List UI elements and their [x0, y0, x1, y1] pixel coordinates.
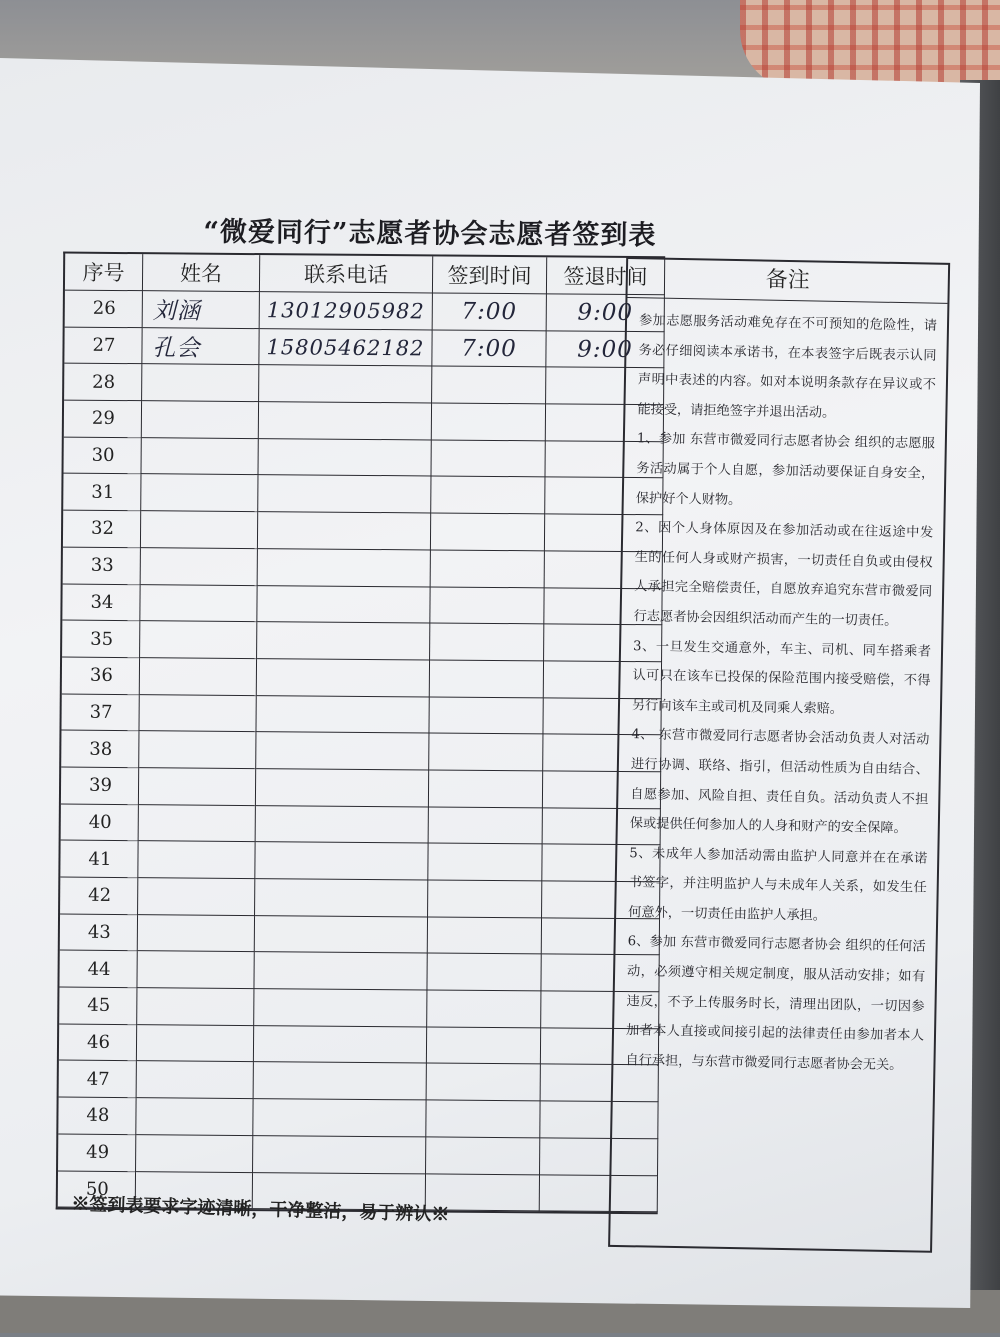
name-cell	[139, 695, 256, 733]
table-row	[58, 1134, 658, 1175]
phone-cell	[260, 292, 433, 330]
signin-time-cell	[432, 330, 546, 368]
table-row	[59, 1024, 659, 1065]
phone-cell	[258, 512, 431, 550]
row-number: 43	[60, 914, 138, 951]
signin-time-cell	[426, 1101, 540, 1139]
phone-cell	[257, 659, 430, 697]
table-row	[64, 364, 664, 405]
name-cell	[143, 291, 260, 329]
signin-time-cell	[429, 734, 543, 772]
signin-time-cell	[429, 697, 543, 735]
table-row	[60, 878, 660, 919]
table-row	[63, 547, 663, 588]
name-cell	[136, 1098, 253, 1136]
phone-cell	[258, 476, 431, 514]
phone-cell	[256, 806, 429, 844]
phone-cell	[253, 1136, 426, 1174]
table-row	[59, 988, 659, 1029]
signin-time-cell	[432, 404, 546, 442]
row-number: 30	[63, 437, 141, 474]
row-number: 42	[60, 878, 138, 915]
phone-cell	[258, 439, 431, 477]
row-number: 46	[59, 1024, 137, 1061]
name-cell	[142, 401, 259, 439]
signin-time-cell	[430, 587, 544, 625]
signin-time-cell	[430, 660, 544, 698]
document-title: “微爱同行”志愿者协会志愿者签到表	[203, 216, 657, 252]
signin-time-cell	[432, 367, 546, 405]
signin-table	[56, 252, 666, 1215]
phone-cell	[254, 952, 427, 990]
header-signout-time: 签退时间	[547, 257, 665, 295]
handwritten-signout-time: 9:00	[577, 336, 633, 363]
row-number: 28	[64, 364, 142, 401]
row-number: 26	[65, 291, 143, 328]
row-number: 49	[58, 1134, 136, 1171]
name-cell	[138, 915, 255, 953]
remark-paragraph: 1、参加 东营市微爱同行志愿者协会 组织的志愿服务活动属于个人自愿，参加活动要保证自身安全，保护好个人财物。	[635, 431, 935, 508]
signin-time-cell	[431, 477, 545, 515]
row-number: 36	[62, 657, 140, 694]
row-number: 50	[58, 1171, 136, 1208]
handwritten-signout-time: 9:00	[577, 299, 634, 326]
signin-time-cell	[431, 514, 545, 552]
handwritten-phone: 15805462182	[266, 334, 425, 360]
name-cell	[141, 475, 258, 513]
phone-cell	[256, 769, 429, 807]
signin-time-cell	[428, 917, 542, 955]
phone-cell	[259, 402, 432, 440]
row-number: 45	[59, 988, 137, 1025]
name-cell	[142, 328, 259, 366]
remark-paragraph: 3、一旦发生交通意外，车主、司机、同车搭乘者认可只在该车已投保的保险范围内接受赔偿，不得另行向该车主或司机及同乘人索赔。	[631, 638, 932, 717]
row-number: 38	[61, 731, 139, 768]
row-number: 34	[62, 584, 140, 621]
table-row	[63, 511, 663, 552]
phone-cell	[256, 696, 429, 734]
signin-time-cell	[430, 624, 544, 662]
handwritten-signin-time: 7:00	[461, 298, 518, 325]
remarks-body	[613, 298, 947, 1081]
signin-time-cell	[431, 550, 545, 588]
row-number: 32	[63, 511, 141, 548]
name-cell	[136, 1135, 253, 1173]
name-cell	[140, 658, 257, 696]
signin-time-cell	[429, 807, 543, 845]
table-row	[60, 914, 660, 955]
phone-cell	[254, 989, 427, 1027]
row-number: 37	[61, 694, 139, 731]
name-cell	[141, 438, 258, 476]
row-number: 44	[59, 951, 137, 988]
name-cell	[137, 988, 254, 1026]
remark-paragraph: 参加志愿服务活动难免存在不可预知的危险性，请务必仔细阅读本承诺书，在本表签字后既表示认同声明中表述的内容。如对本说明条款存在异议或不能接受，请拒绝签字并退出活动。	[637, 313, 938, 421]
name-cell	[138, 841, 255, 879]
signin-time-cell	[428, 844, 542, 882]
row-number: 41	[60, 841, 138, 878]
name-cell	[139, 768, 256, 806]
handwritten-name: 孔会	[152, 335, 201, 362]
table-row	[62, 584, 662, 625]
table-row	[63, 437, 663, 478]
table-row	[63, 474, 663, 515]
header-name: 姓名	[143, 254, 260, 292]
name-cell	[140, 621, 257, 659]
signin-time-cell	[427, 1027, 541, 1065]
table-row	[62, 657, 662, 698]
table-row	[59, 1061, 659, 1102]
table-row	[64, 401, 664, 442]
table-row	[64, 327, 664, 368]
phone-cell	[255, 916, 428, 954]
row-number: 39	[61, 767, 139, 804]
table-row	[61, 767, 661, 808]
name-cell	[137, 952, 254, 990]
row-number: 27	[64, 327, 142, 364]
signin-time-cell	[427, 1064, 541, 1102]
phone-cell	[258, 549, 431, 587]
row-number: 31	[63, 474, 141, 511]
name-cell	[138, 878, 255, 916]
name-cell	[142, 365, 259, 403]
remark-paragraph: 4、 东营市微爱同行志愿者协会活动负责人对活动进行协调、联络、指引，但活动性质为自由结合、自愿参加、风险自担、责任自负。活动负责人不担保或提供任何参加人的人身和财产的安全保障。	[629, 727, 930, 837]
remarks-panel	[608, 257, 950, 1253]
phone-cell	[254, 1063, 427, 1101]
signin-time-cell	[433, 293, 547, 331]
phone-cell	[255, 879, 428, 917]
remark-paragraph: 6、参加 东营市微爱同行志愿者协会 组织的任何活动，必须遵守相关规定制度，服从活动安排；如有违反，不予上传服务时长，清理出团队，一切因参加者本人直接或间接引起的法律责任由参加者本人自行承担，与东营市微爱同行志愿者协会无关。	[625, 934, 926, 1074]
phone-cell	[255, 842, 428, 880]
signin-time-cell	[426, 1137, 540, 1175]
signin-time-cell	[427, 954, 541, 992]
remarks-header: 备注	[627, 259, 948, 304]
table-row	[60, 841, 660, 882]
header-number: 序号	[65, 254, 143, 292]
phone-cell	[257, 622, 430, 660]
table-row	[62, 621, 662, 662]
name-cell	[139, 805, 256, 843]
phone-cell	[259, 365, 432, 403]
row-number: 47	[59, 1061, 137, 1098]
row-number: 48	[58, 1098, 136, 1135]
row-number: 35	[62, 621, 140, 658]
signin-time-cell	[428, 880, 542, 918]
phone-cell	[259, 329, 432, 367]
name-cell	[141, 511, 258, 549]
handwritten-phone: 13012905982	[266, 298, 425, 324]
name-cell	[139, 731, 256, 769]
table-row	[59, 951, 659, 992]
name-cell	[137, 1025, 254, 1063]
signin-time-cell	[431, 440, 545, 478]
phone-cell	[256, 732, 429, 770]
signin-time-cell	[429, 770, 543, 808]
handwritten-name: 刘涵	[152, 298, 201, 325]
phone-cell	[257, 586, 430, 624]
name-cell	[140, 585, 257, 623]
table-row	[61, 731, 661, 772]
signin-time-cell	[427, 991, 541, 1029]
table-row	[61, 694, 661, 735]
handwritten-signin-time: 7:00	[461, 335, 517, 362]
name-cell	[141, 548, 258, 586]
name-cell	[137, 1062, 254, 1100]
row-number: 29	[64, 401, 142, 438]
row-number: 33	[63, 547, 141, 584]
table-header-row	[65, 254, 665, 296]
phone-cell	[254, 1026, 427, 1064]
table-row	[61, 804, 661, 845]
header-signin-time: 签到时间	[433, 256, 547, 294]
phone-cell	[253, 1099, 426, 1137]
footer-note: ※签到表要求字迹清晰，干净整洁，易于辨认※	[71, 1193, 450, 1226]
row-number: 40	[61, 804, 139, 841]
remark-paragraph: 5、未成年人参加活动需由监护人同意并在在承诺书签字，并注明监护人与未成年人关系，如发生任何意外，一切责任由监护人承担。	[628, 845, 928, 924]
header-phone: 联系电话	[260, 255, 433, 293]
remark-paragraph: 2、因个人身体原因及在参加活动或在往返途中发生的任何人身或财产损害，一切责任自负或由侵权人承担完全赔偿责任，自愿放弃追究东营市微爱同行志愿者协会因组织活动而产生的一切责任。	[633, 520, 934, 629]
table-row	[65, 291, 665, 332]
table-row	[58, 1098, 658, 1139]
